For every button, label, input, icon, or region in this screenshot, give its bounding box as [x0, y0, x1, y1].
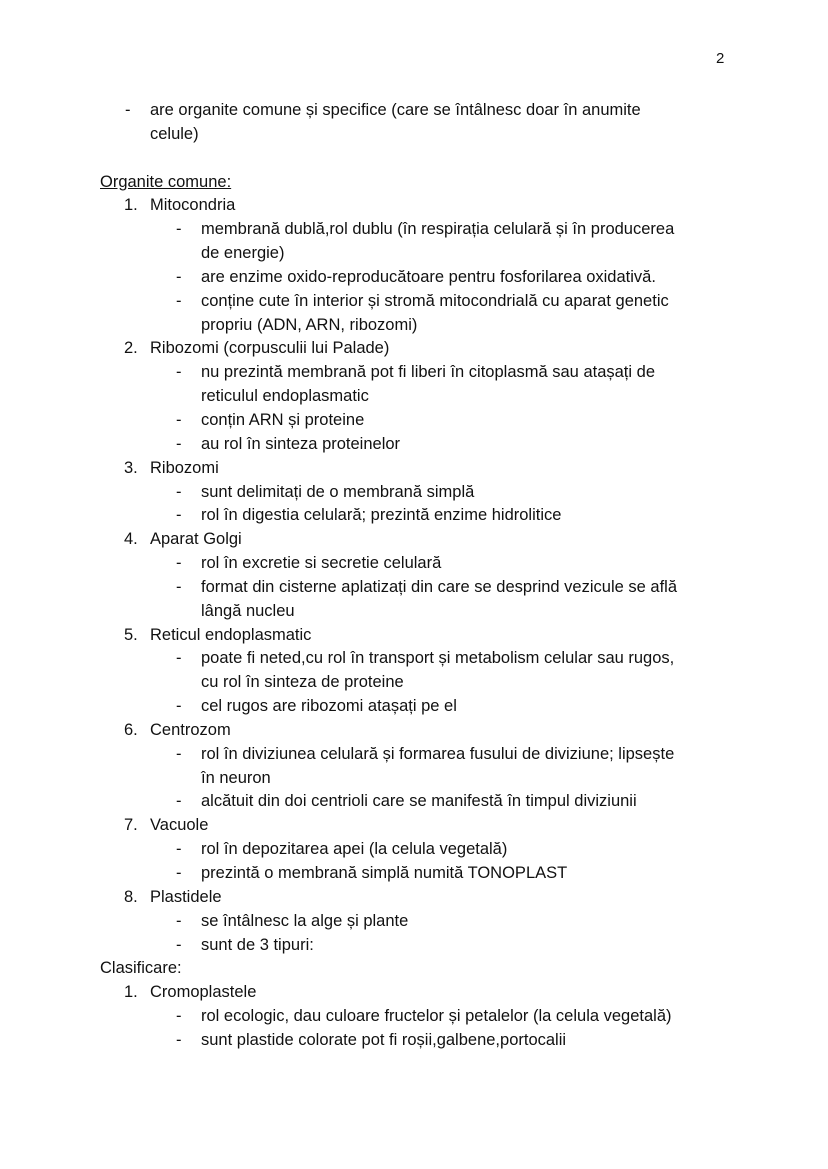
dash-marker: -: [176, 506, 182, 525]
line-text: nu prezintă membrană pot fi liberi în citoplasmă sau atașați de: [201, 363, 655, 382]
dash-marker: -: [176, 1007, 182, 1026]
page-number: 2: [716, 50, 725, 67]
line-text: conțin ARN și proteine: [201, 410, 365, 429]
list-number: 1.: [124, 983, 138, 1002]
line-text: sunt delimitați de o membrană simplă: [201, 482, 475, 501]
line-text: prezintă o membrană simplă numită TONOPLAST: [201, 864, 568, 882]
bullet-line: [0, 290, 828, 314]
bullet-line: [0, 385, 828, 409]
line-text: Organite comune:: [100, 172, 232, 191]
line-text: lângă nucleu: [201, 601, 295, 620]
document-body: [0, 99, 828, 1053]
dash-marker: -: [176, 267, 182, 286]
line-text: rol ecologic, dau culoare fructelor și petalelor (la celula vegetală): [201, 1007, 672, 1026]
line-text: Cromoplastele: [150, 983, 257, 1002]
line-text: Reticul endoplasmatic: [150, 625, 312, 644]
line-text: Clasificare:: [100, 959, 182, 978]
bullet-line: [0, 433, 828, 457]
dash-marker: -: [176, 482, 182, 501]
line-text: rol în digestia celulară; prezintă enzime hidrolitice: [201, 506, 562, 525]
dash-marker: -: [176, 649, 182, 668]
list-item-title: [0, 624, 828, 648]
list-number: 4.: [124, 530, 138, 549]
line-text: rol în diviziunea celulară și formarea fusului de diviziune; lipsește: [201, 744, 675, 763]
list-number: 3.: [124, 458, 138, 477]
list-item-title: [0, 719, 828, 743]
dash-marker: -: [176, 911, 182, 930]
bullet-line: [0, 1029, 828, 1053]
bullet-line: [0, 790, 828, 814]
bullet-line: [0, 552, 828, 576]
line-text: Ribozomi: [150, 458, 219, 477]
bullet-line: [0, 600, 828, 624]
line-text: Centrozom: [150, 720, 231, 739]
list-number: 2.: [124, 339, 138, 358]
dash-marker: -: [176, 554, 182, 573]
bullet-line: [0, 123, 828, 147]
line-text: sunt de 3 tipuri:: [201, 935, 314, 954]
list-item-title: [0, 457, 828, 481]
bullet-line: [0, 910, 828, 934]
bullet-line: [0, 409, 828, 433]
line-text: membrană dublă,rol dublu (în respirația celulară și în producerea: [201, 220, 675, 239]
dash-marker: -: [125, 101, 131, 119]
bullet-line: [0, 838, 828, 862]
line-text: Ribozomi (corpusculii lui Palade): [150, 339, 390, 358]
line-text: rol în depozitarea apei (la celula vegetală): [201, 840, 508, 859]
line-text: propriu (ADN, ARN, ribozomi): [201, 315, 418, 334]
list-number: 7.: [124, 816, 138, 835]
blank-line: [0, 147, 828, 171]
bullet-line: [0, 361, 828, 385]
line-text: au rol în sinteza proteinelor: [201, 434, 401, 453]
dash-marker: -: [176, 864, 182, 882]
line-text: alcătuit din doi centrioli care se manifestă în timpul diviziunii: [201, 792, 637, 811]
bullet-line: [0, 481, 828, 505]
list-item-title: [0, 528, 828, 552]
dash-marker: -: [176, 220, 182, 239]
line-text: Plastidele: [150, 887, 222, 906]
bullet-line: [0, 504, 828, 528]
list-item-title: [0, 886, 828, 910]
dash-marker: -: [176, 1030, 182, 1049]
bullet-line: [0, 576, 828, 600]
bullet-line: [0, 862, 828, 886]
bullet-line: [0, 671, 828, 695]
line-text: Mitocondria: [150, 196, 236, 215]
dash-marker: -: [176, 410, 182, 429]
bullet-line: [0, 743, 828, 767]
bullet-line: [0, 934, 828, 958]
bullet-line: [0, 99, 828, 123]
line-text: Vacuole: [150, 816, 209, 835]
list-item-title: [0, 981, 828, 1005]
dash-marker: -: [176, 697, 182, 716]
line-text: în neuron: [201, 768, 271, 787]
dash-marker: -: [176, 434, 182, 453]
bullet-line: [0, 314, 828, 338]
line-text: sunt plastide colorate pot fi roșii,galbene,portocalii: [201, 1030, 567, 1049]
list-item-title: [0, 194, 828, 218]
line-text: format din cisterne aplatizați din care se desprind vezicule se află: [201, 577, 677, 596]
dash-marker: -: [176, 291, 182, 310]
line-text: celule): [150, 124, 199, 143]
dash-marker: -: [176, 363, 182, 382]
line-text: are enzime oxido-reproducătoare pentru fosforilarea oxidativă.: [201, 267, 656, 286]
bullet-line: [0, 647, 828, 671]
section-heading: [0, 171, 828, 195]
bullet-line: [0, 695, 828, 719]
line-text: rol în excretie si secretie celulară: [201, 554, 442, 573]
line-text: se întâlnesc la alge și plante: [201, 911, 409, 930]
dash-marker: -: [176, 840, 182, 859]
list-number: 8.: [124, 887, 138, 906]
list-number: 1.: [124, 196, 138, 215]
line-text: poate fi neted,cu rol în transport și metabolism celular sau rugos,: [201, 649, 675, 668]
dash-marker: -: [176, 744, 182, 763]
line-text: de energie): [201, 244, 285, 263]
bullet-line: [0, 242, 828, 266]
dash-marker: -: [176, 935, 182, 954]
bullet-line: [0, 218, 828, 242]
bullet-line: [0, 266, 828, 290]
dash-marker: -: [176, 577, 182, 596]
dash-marker: -: [176, 792, 182, 811]
list-item-title: [0, 337, 828, 361]
line-text: Aparat Golgi: [150, 530, 242, 549]
line-text: conține cute în interior și stromă mitocondrială cu aparat genetic: [201, 291, 669, 310]
list-item-title: [0, 814, 828, 838]
bullet-line: [0, 1005, 828, 1029]
line-text: cu rol în sinteza de proteine: [201, 673, 404, 692]
list-number: 5.: [124, 625, 138, 644]
bullet-line: [0, 767, 828, 791]
line-text: are organite comune și specifice (care se întâlnesc doar în anumite: [150, 101, 641, 119]
list-number: 6.: [124, 720, 138, 739]
line-text: reticulul endoplasmatic: [201, 387, 369, 406]
line-text: cel rugos are ribozomi atașați pe el: [201, 697, 457, 716]
section-heading: [0, 957, 828, 981]
